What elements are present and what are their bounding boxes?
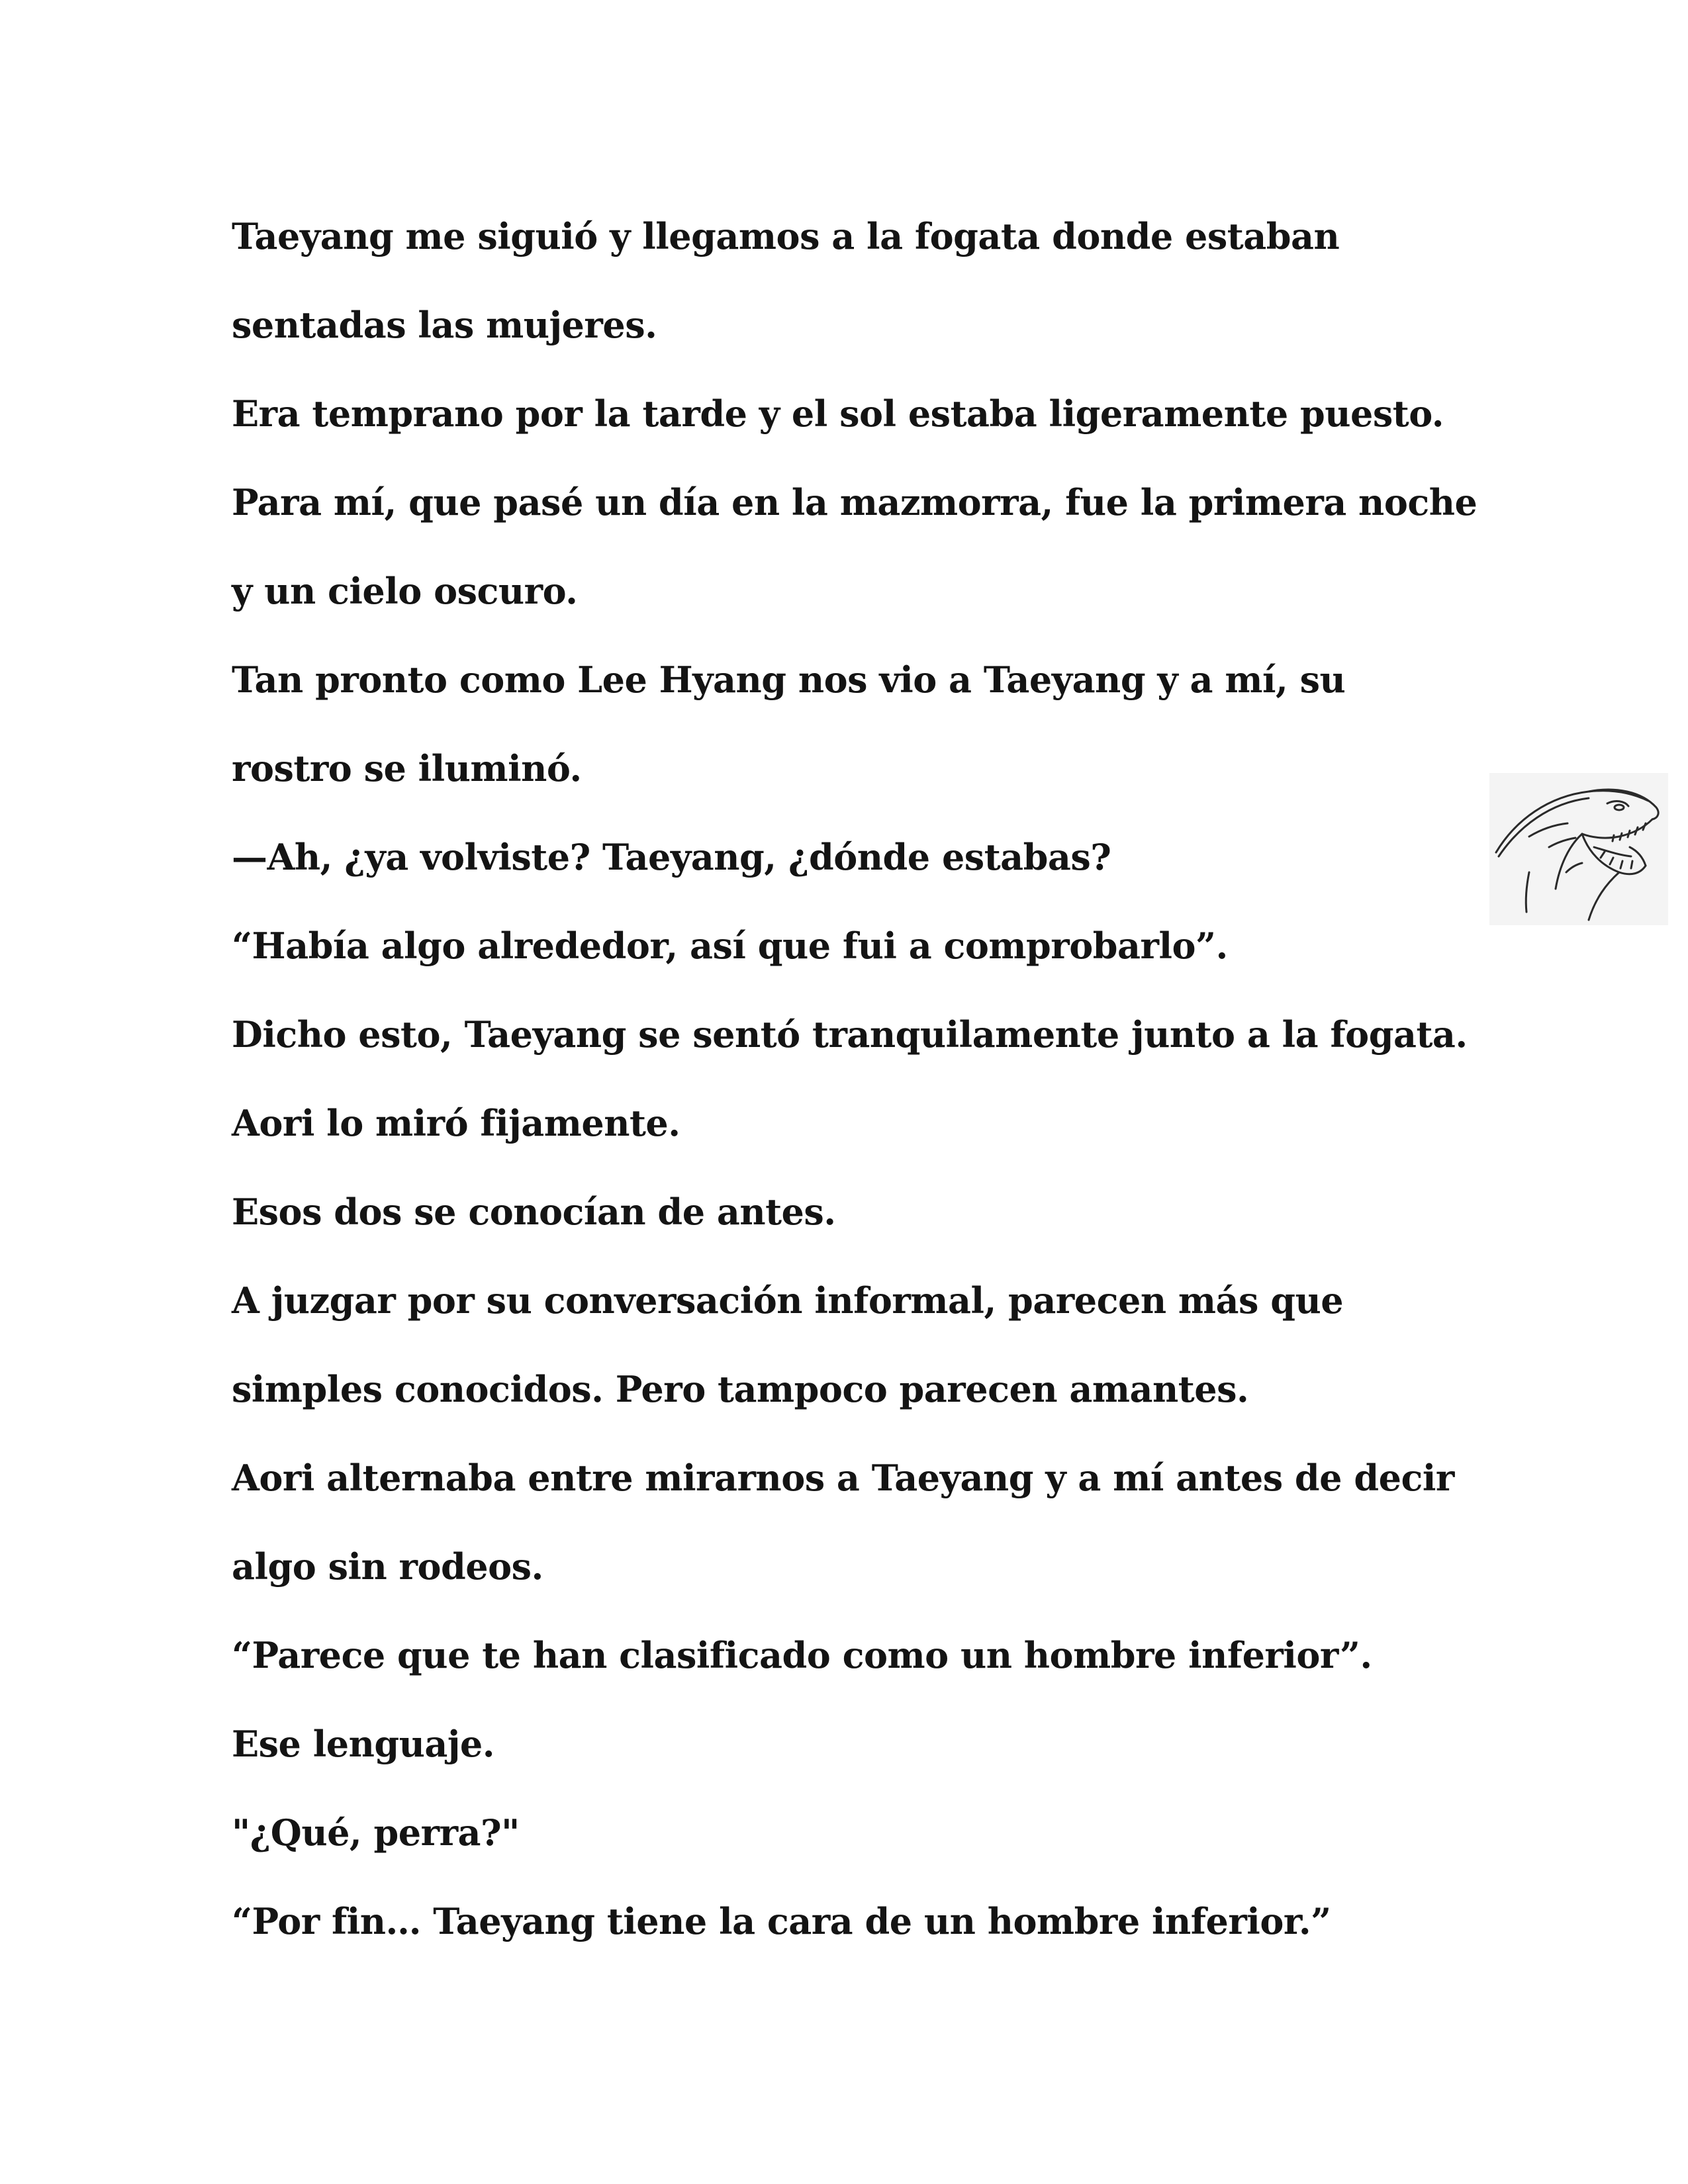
text-line: “Por fin… Taeyang tiene la cara de un hombre inferior.” [232, 1900, 1331, 1942]
text-line: Dicho esto, Taeyang se sentó tranquilamente junto a la fogata. [232, 1013, 1468, 1056]
dinosaur-sketch-svg [1489, 773, 1668, 925]
dinosaur-head-sketch-icon [1489, 773, 1668, 925]
body-text [232, 192, 1523, 1966]
text-line: Tan pronto como Lee Hyang nos vio a Taeyang y a mí, su [232, 659, 1346, 701]
text-line: Era temprano por la tarde y el sol estaba ligeramente puesto. [232, 392, 1444, 435]
text-line: Para mí, que pasé un día en la mazmorra, fue la primera noche [232, 481, 1477, 523]
text-line: Esos dos se conocían de antes. [232, 1191, 836, 1233]
text-line: rostro se iluminó. [232, 747, 582, 790]
text-line: y un cielo oscuro. [232, 570, 578, 612]
text-line: Aori alternaba entre mirarnos a Taeyang y a mí antes de decir [232, 1457, 1454, 1499]
text-line: “Parece que te han clasificado como un hombre inferior”. [232, 1634, 1372, 1676]
text-line: Aori lo miró fijamente. [232, 1102, 680, 1144]
text-line: Taeyang me siguió y llegamos a la fogata donde estaban [232, 215, 1340, 257]
text-line: simples conocidos. Pero tampoco parecen amantes. [232, 1368, 1249, 1410]
text-line: —Ah, ¿ya volviste? Taeyang, ¿dónde estabas? [232, 836, 1111, 878]
text-line: "¿Qué, perra?" [232, 1811, 520, 1854]
text-line: A juzgar por su conversación informal, parecen más que [232, 1279, 1344, 1322]
text-line: Ese lenguaje. [232, 1723, 495, 1765]
text-line: “Había algo alrededor, así que fui a comprobarlo”. [232, 925, 1228, 967]
text-line: algo sin rodeos. [232, 1545, 543, 1588]
text-line: sentadas las mujeres. [232, 304, 657, 346]
